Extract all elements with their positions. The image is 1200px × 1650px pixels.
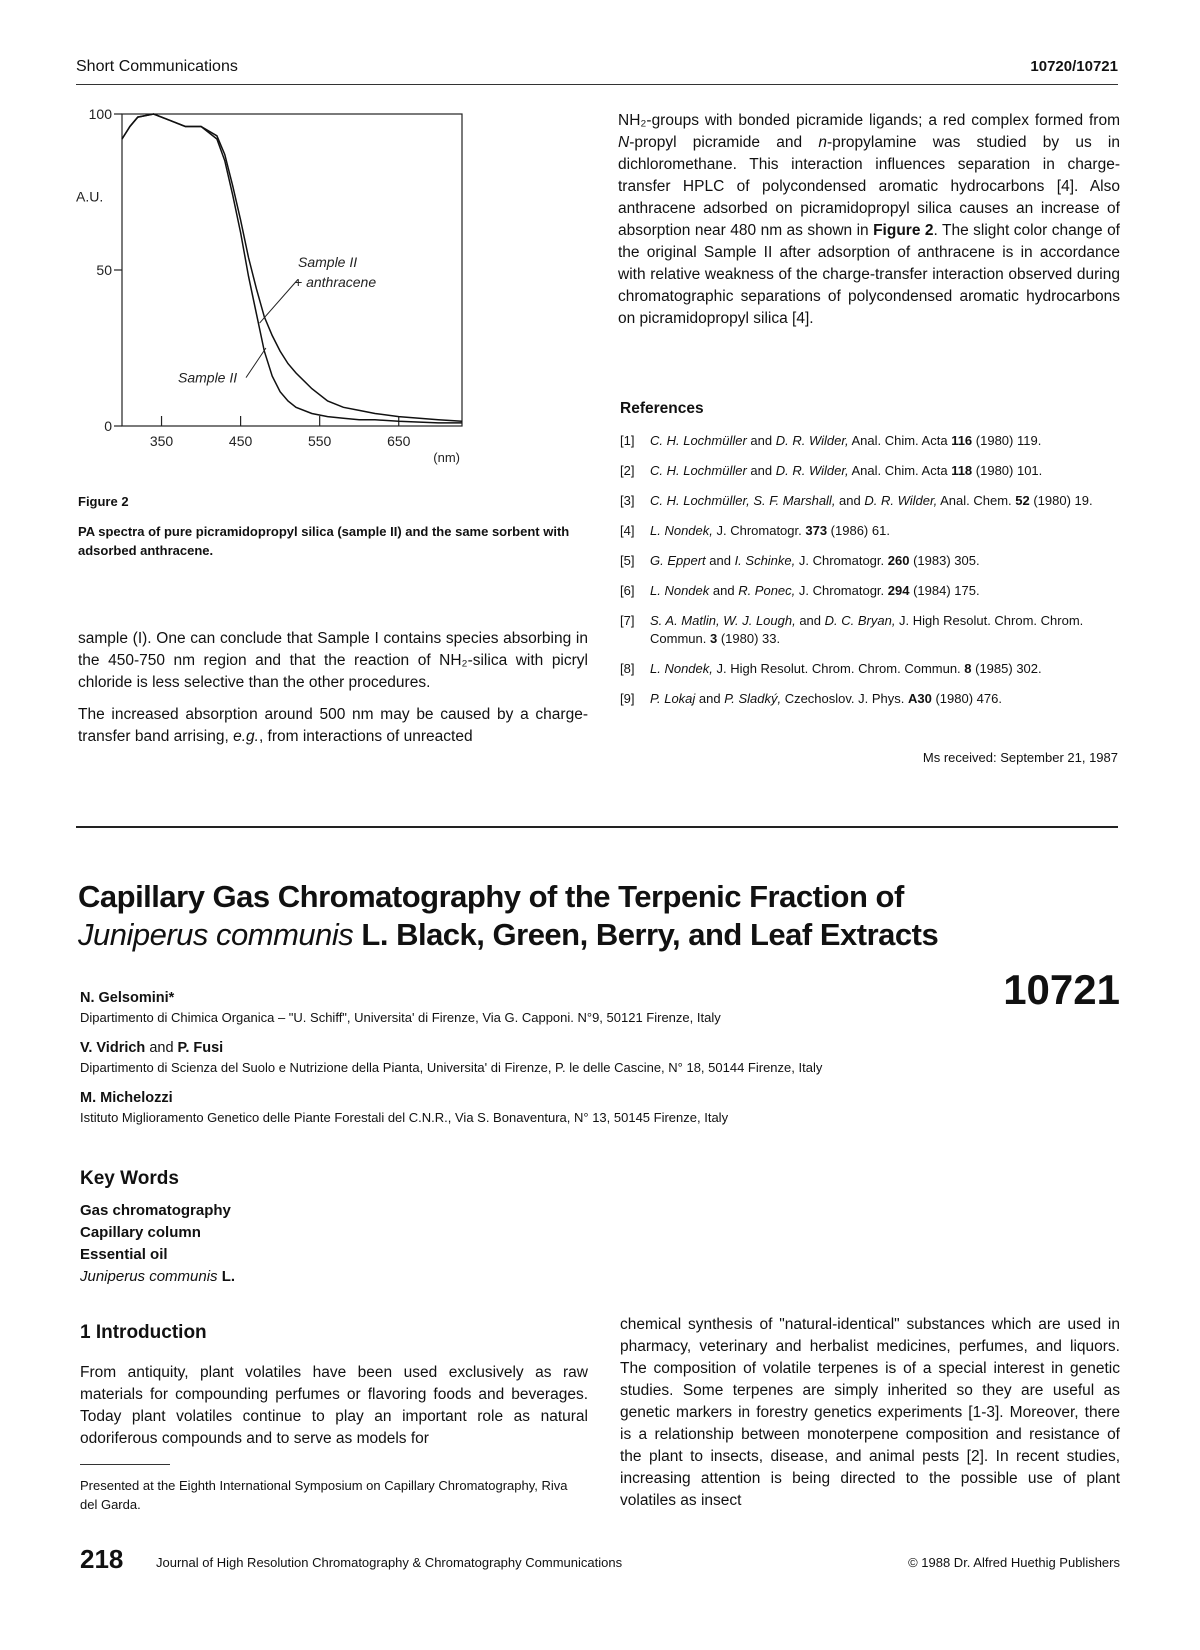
reference-number: [5] <box>620 553 635 568</box>
affiliation-2: Dipartimento di Scienza del Suolo e Nutrizione della Pianta, Universita' di Firenze, P. le delle Cascine, N° 18, 50144 Firenze, Italy <box>80 1060 823 1075</box>
reference-1 <box>620 432 1120 450</box>
annotation-arrow-1 <box>260 279 298 323</box>
author-2: V. Vidrich and P. Fusi <box>80 1040 224 1056</box>
x-axis-label: (nm) <box>433 450 460 465</box>
series-line-1 <box>122 114 462 423</box>
left-paragraph-1: sample (I). One can conclude that Sample I contains species absorbing in the 450-750 nm region and that the reaction of NH₂-silica with picryl chloride is less selective than the other procedures. <box>78 630 588 691</box>
reference-text: L. Nondek and R. Ponec, J. Chromatogr. 294 (1984) 175. <box>650 583 980 598</box>
introduction-heading: 1 Introduction <box>80 1322 207 1343</box>
keywords-heading: Key Words <box>80 1168 179 1189</box>
references-heading: References <box>620 400 704 417</box>
introduction-right-text: chemical synthesis of "natural-identical" substances which are used in pharmacy, veterinary and herbalist medicines, perfumes, and liquors. The composition of volatile terpenes is of a special interest in genetic studies. Some terpenes are simply inherited so they are useful as genetic markers in forestry genetics experiments [1-3]. Moreover, there is a relationship between monoterpene composition and resistance of the plant to insects, disease, and animal pests [2]. In recent studies, increasing attention is being directed to the possible use of plant volatiles as insect <box>620 1316 1120 1509</box>
figure-caption: PA spectra of pure picramidopropyl silica (sample II) and the same sorbent with adsorbed anthracene. <box>78 524 570 558</box>
reference-text: G. Eppert and I. Schinke, J. Chromatogr. 260 (1983) 305. <box>650 553 980 568</box>
reference-number: [2] <box>620 463 635 478</box>
reference-number: [6] <box>620 583 635 598</box>
author-3: M. Michelozzi <box>80 1090 173 1106</box>
right-paragraph: NH₂-groups with bonded picramide ligands; a red complex formed from N-propyl picramide and n-propylamine was studied by us in dichloromethane. This interaction influences separation in charge-transfer HPLC of polycondensed aromatic hydrocarbons [4]. Also anthracene adsorbed on picramidopropyl silica causes an increase of absorption near 480 nm as shown in Figure 2. The slight color change of the original Sample II after adsorption of anthracene is in accordance with relative weakness of the charge-transfer interaction observed during chromatographic separations of polycondensed aromatic hydrocarbons on picramidopropyl silica [4]. <box>618 112 1120 327</box>
reference-3 <box>620 492 1120 510</box>
reference-7 <box>620 612 1120 648</box>
reference-number: [1] <box>620 433 635 448</box>
plot-frame <box>122 114 462 426</box>
article-title: Capillary Gas Chromatography of the Terpenic Fraction of Juniperus communis L. Black, Green, Berry, and Leaf Extracts <box>78 879 939 952</box>
copyright: © 1988 Dr. Alfred Huethig Publishers <box>908 1555 1120 1570</box>
reference-text: L. Nondek, J. High Resolut. Chrom. Chrom. Commun. 8 (1985) 302. <box>650 661 1042 676</box>
keyword-2: Capillary column <box>80 1224 201 1241</box>
ms-received: Ms received: September 21, 1987 <box>922 750 1118 765</box>
keywords-list <box>80 1200 235 1288</box>
figure-label: Figure 2 <box>78 494 129 509</box>
running-header-article-numbers: 10720/10721 <box>1030 58 1118 75</box>
reference-4 <box>620 522 1120 540</box>
series-line-2 <box>122 114 462 421</box>
references-list <box>620 432 1120 720</box>
reference-8 <box>620 660 1120 678</box>
reference-number: [3] <box>620 493 635 508</box>
left-column-text <box>78 628 588 758</box>
reference-text: P. Lokaj and P. Sladký, Czechoslov. J. Phys. A30 (1980) 476. <box>650 691 1002 706</box>
annotation-arrow-2 <box>246 348 266 378</box>
y-axis-label: A.U. <box>76 188 104 205</box>
reference-number: [8] <box>620 661 635 676</box>
affiliation-3: Istituto Miglioramento Genetico delle Piante Forestali del C.N.R., Via S. Bonaventura, N° 13, 50145 Firenze, Italy <box>80 1110 729 1125</box>
annotation-sample2-anthracene-line2: + anthracene <box>294 274 377 291</box>
reference-number: [9] <box>620 691 635 706</box>
running-header-section: Short Communications <box>76 58 238 75</box>
x-tick-label-350: 350 <box>149 433 174 449</box>
reference-text: S. A. Matlin, W. J. Lough, and D. C. Bryan, J. High Resolut. Chrom. Chrom. Commun. 3 (1980) 33. <box>650 613 1084 646</box>
keyword-1: Gas chromatography <box>80 1202 231 1219</box>
y-tick-label-0: 0 <box>104 418 112 434</box>
author-1: N. Gelsomini* <box>80 990 175 1006</box>
x-tick-label-550: 550 <box>307 433 332 449</box>
reference-6 <box>620 582 1120 600</box>
x-tick-label-450: 450 <box>228 433 253 449</box>
affiliation-1: Dipartimento di Chimica Organica – "U. Schiff", Universita' di Firenze, Via G. Capponi. N°9, 50121 Firenze, Italy <box>80 1010 721 1025</box>
reference-number: [4] <box>620 523 635 538</box>
footnote: Presented at the Eighth International Symposium on Capillary Chromatography, Riva del Garda. <box>80 1478 568 1512</box>
annotation-sample2: Sample II <box>178 369 238 386</box>
article-separator-rule <box>76 826 1118 828</box>
keyword-3: Essential oil <box>80 1246 168 1263</box>
figure-2-chart <box>70 108 470 468</box>
footnote-rule <box>80 1464 170 1465</box>
page-number: 218 <box>80 1544 124 1574</box>
right-column-text <box>618 110 1120 330</box>
reference-text: C. H. Lochmüller and D. R. Wilder, Anal. Chim. Acta 118 (1980) 101. <box>650 463 1043 478</box>
y-tick-label-100: 100 <box>88 108 112 122</box>
reference-9 <box>620 690 1120 708</box>
introduction-left-text: From antiquity, plant volatiles have been used exclusively as raw materials for compounding perfumes or flavoring foods and beverages. Today plant volatiles continue to play an important role as natural odoriferous compounds and to serve as models for <box>80 1364 588 1447</box>
reference-text: C. H. Lochmüller, S. F. Marshall, and D. R. Wilder, Anal. Chem. 52 (1980) 19. <box>650 493 1093 508</box>
article-number: 10721 <box>1003 966 1120 1013</box>
reference-2 <box>620 462 1120 480</box>
journal-name: Journal of High Resolution Chromatography & Chromatography Communications <box>156 1555 623 1570</box>
reference-5 <box>620 552 1120 570</box>
left-paragraph-2: The increased absorption around 500 nm may be caused by a charge-transfer band arrising, e.g., from interactions of unreacted <box>78 706 588 745</box>
y-tick-label-50: 50 <box>96 262 112 278</box>
reference-text: L. Nondek, J. Chromatogr. 373 (1986) 61. <box>650 523 890 538</box>
annotation-sample2-anthracene-line1: Sample II <box>298 253 358 270</box>
header-rule <box>76 84 1118 85</box>
keyword-4: Juniperus communis L. <box>80 1268 236 1285</box>
reference-number: [7] <box>620 613 635 628</box>
x-tick-label-650: 650 <box>387 433 411 449</box>
reference-text: C. H. Lochmüller and D. R. Wilder, Anal. Chim. Acta 116 (1980) 119. <box>650 433 1042 448</box>
